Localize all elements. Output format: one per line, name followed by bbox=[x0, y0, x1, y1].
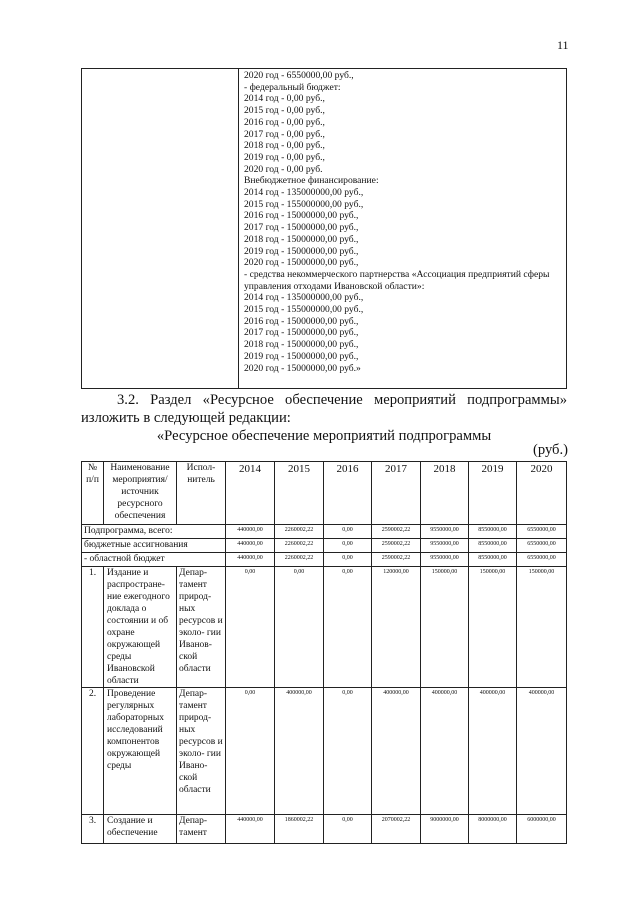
amount-cell: 8000000,00 bbox=[469, 815, 517, 844]
amount-cell: 6550000,00 bbox=[517, 553, 567, 567]
funding-line: 2016 год - 15000000,00 руб., bbox=[244, 210, 359, 222]
header-name: Наименование мероприятия/ источник ресурсного обеспечения bbox=[104, 462, 177, 525]
resource-table bbox=[81, 461, 567, 844]
amount-cell: 150000,00 bbox=[421, 567, 469, 688]
funding-line: 2018 год - 15000000,00 руб., bbox=[244, 233, 359, 245]
amount-cell: 2590002,22 bbox=[372, 539, 421, 553]
amount-cell: 8550000,00 bbox=[469, 525, 517, 539]
header-year: 2018 bbox=[421, 462, 469, 525]
funding-line: 2020 год - 6550000,00 руб., bbox=[244, 70, 354, 81]
section-instruction: 3.2. Раздел «Ресурсное обеспечение мероприятий подпрограммы» изложить в следующей редакции: bbox=[81, 392, 567, 426]
amount-cell: 8550000,00 bbox=[469, 539, 517, 553]
amount-cell: 150000,00 bbox=[517, 567, 567, 688]
funding-line: - федеральный бюджет: bbox=[244, 81, 341, 93]
summary-label: бюджетные ассигнования bbox=[82, 539, 226, 553]
funding-line: 2014 год - 135000000,00 руб., bbox=[244, 292, 364, 304]
header-year: 2014 bbox=[226, 462, 275, 525]
funding-line: 2017 год - 0,00 руб., bbox=[244, 128, 325, 140]
header-year: 2016 bbox=[324, 462, 372, 525]
unit-label: (руб.) bbox=[532, 442, 568, 458]
summary-row bbox=[82, 525, 567, 539]
amount-cell: 2070002,22 bbox=[372, 815, 421, 844]
table-row bbox=[82, 567, 567, 688]
amount-cell: 0,00 bbox=[324, 553, 372, 567]
summary-row bbox=[82, 539, 567, 553]
amount-cell: 0,00 bbox=[226, 567, 275, 688]
continuation-table bbox=[81, 68, 567, 389]
funding-line: 2014 год - 0,00 руб., bbox=[244, 93, 325, 105]
page-number: 11 bbox=[557, 38, 569, 52]
activity-name: Проведение регулярных лабораторных исследований компонентов окружающей среды bbox=[104, 688, 177, 815]
funding-line: 2019 год - 15000000,00 руб., bbox=[244, 245, 359, 257]
header-num: № п/п bbox=[82, 462, 104, 525]
summary-row bbox=[82, 553, 567, 567]
amount-cell: 150000,00 bbox=[469, 567, 517, 688]
funding-line: 2017 год - 15000000,00 руб., bbox=[244, 327, 359, 339]
amount-cell: 2260002,22 bbox=[275, 539, 324, 553]
funding-line: 2017 год - 15000000,00 руб., bbox=[244, 222, 359, 234]
amount-cell: 0,00 bbox=[324, 567, 372, 688]
amount-cell: 440000,00 bbox=[226, 553, 275, 567]
amount-cell: 400000,00 bbox=[469, 688, 517, 815]
funding-line: 2015 год - 155000000,00 руб., bbox=[244, 198, 364, 210]
summary-label: - областной бюджет bbox=[82, 553, 226, 567]
funding-line: 2018 год - 0,00 руб., bbox=[244, 140, 325, 152]
funding-line: - средства некоммерческого партнерства «Ассоциация предприятий сферы управления отходами Ивановской области»: bbox=[244, 268, 550, 292]
amount-cell: 0,00 bbox=[275, 567, 324, 688]
executor-name: Депар- тамент природ- ных ресурсов и эколо- гии Ивано- ской области bbox=[177, 688, 226, 815]
funding-lines bbox=[244, 70, 562, 374]
table-row bbox=[82, 815, 567, 844]
amount-cell: 6550000,00 bbox=[517, 525, 567, 539]
activity-name: Издание и распростране- ние ежегодного доклада о состоянии и об охране окружающей среды Ивановской области bbox=[104, 567, 177, 688]
summary-label: Подпрограмма, всего: bbox=[82, 525, 226, 539]
funding-line: 2015 год - 155000000,00 руб., bbox=[244, 304, 364, 316]
header-executor: Испол- нитель bbox=[177, 462, 226, 525]
row-number: 1. bbox=[82, 567, 104, 688]
row-number: 2. bbox=[82, 688, 104, 815]
funding-line: 2014 год - 135000000,00 руб., bbox=[244, 187, 364, 199]
amount-cell: 120000,00 bbox=[372, 567, 421, 688]
amount-cell: 6000000,00 bbox=[517, 815, 567, 844]
amount-cell: 0,00 bbox=[324, 815, 372, 844]
amount-cell: 9550000,00 bbox=[421, 553, 469, 567]
funding-line: 2015 год - 0,00 руб., bbox=[244, 105, 325, 117]
amount-cell: 9000000,00 bbox=[421, 815, 469, 844]
funding-line: 2020 год - 15000000,00 руб.» bbox=[244, 362, 361, 374]
amount-cell: 400000,00 bbox=[421, 688, 469, 815]
amount-cell: 9550000,00 bbox=[421, 539, 469, 553]
amount-cell: 2590002,22 bbox=[372, 553, 421, 567]
amount-cell: 440000,00 bbox=[226, 815, 275, 844]
amount-cell: 0,00 bbox=[324, 688, 372, 815]
amount-cell: 400000,00 bbox=[372, 688, 421, 815]
amount-cell: 6550000,00 bbox=[517, 539, 567, 553]
amount-cell: 9550000,00 bbox=[421, 525, 469, 539]
table-row bbox=[82, 688, 567, 815]
funding-line: 2020 год - 15000000,00 руб., bbox=[244, 257, 359, 269]
funding-line: 2019 год - 15000000,00 руб., bbox=[244, 350, 359, 362]
amount-cell: 400000,00 bbox=[275, 688, 324, 815]
funding-line: Внебюджетное финансирование: bbox=[244, 175, 379, 187]
funding-line: 2018 год - 15000000,00 руб., bbox=[244, 339, 359, 351]
amount-cell: 0,00 bbox=[226, 688, 275, 815]
header-year: 2017 bbox=[372, 462, 421, 525]
funding-line: 2020 год - 0,00 руб. bbox=[244, 163, 323, 175]
amount-cell: 2260002,22 bbox=[275, 553, 324, 567]
executor-name: Депар- тамент природ- ных ресурсов и эколо- гии Иванов- ской области bbox=[177, 567, 226, 688]
header-year: 2019 bbox=[469, 462, 517, 525]
section-title: «Ресурсное обеспечение мероприятий подпрограммы bbox=[156, 428, 492, 444]
amount-cell: 0,00 bbox=[324, 525, 372, 539]
amount-cell: 440000,00 bbox=[226, 525, 275, 539]
amount-cell: 2260002,22 bbox=[275, 525, 324, 539]
funding-line: 2016 год - 0,00 руб., bbox=[244, 116, 325, 128]
activity-name: Создание и обеспечение bbox=[104, 815, 177, 844]
amount-cell: 8550000,00 bbox=[469, 553, 517, 567]
amount-cell: 0,00 bbox=[324, 539, 372, 553]
column-divider bbox=[238, 69, 239, 388]
amount-cell: 1860002,22 bbox=[275, 815, 324, 844]
funding-line: 2019 год - 0,00 руб., bbox=[244, 151, 325, 163]
row-number: 3. bbox=[82, 815, 104, 844]
amount-cell: 400000,00 bbox=[517, 688, 567, 815]
header-year: 2020 bbox=[517, 462, 567, 525]
executor-name: Депар- тамент bbox=[177, 815, 226, 844]
amount-cell: 2590002,22 bbox=[372, 525, 421, 539]
header-year: 2015 bbox=[275, 462, 324, 525]
amount-cell: 440000,00 bbox=[226, 539, 275, 553]
funding-line: 2016 год - 15000000,00 руб., bbox=[244, 315, 359, 327]
table-header-row bbox=[82, 462, 567, 525]
